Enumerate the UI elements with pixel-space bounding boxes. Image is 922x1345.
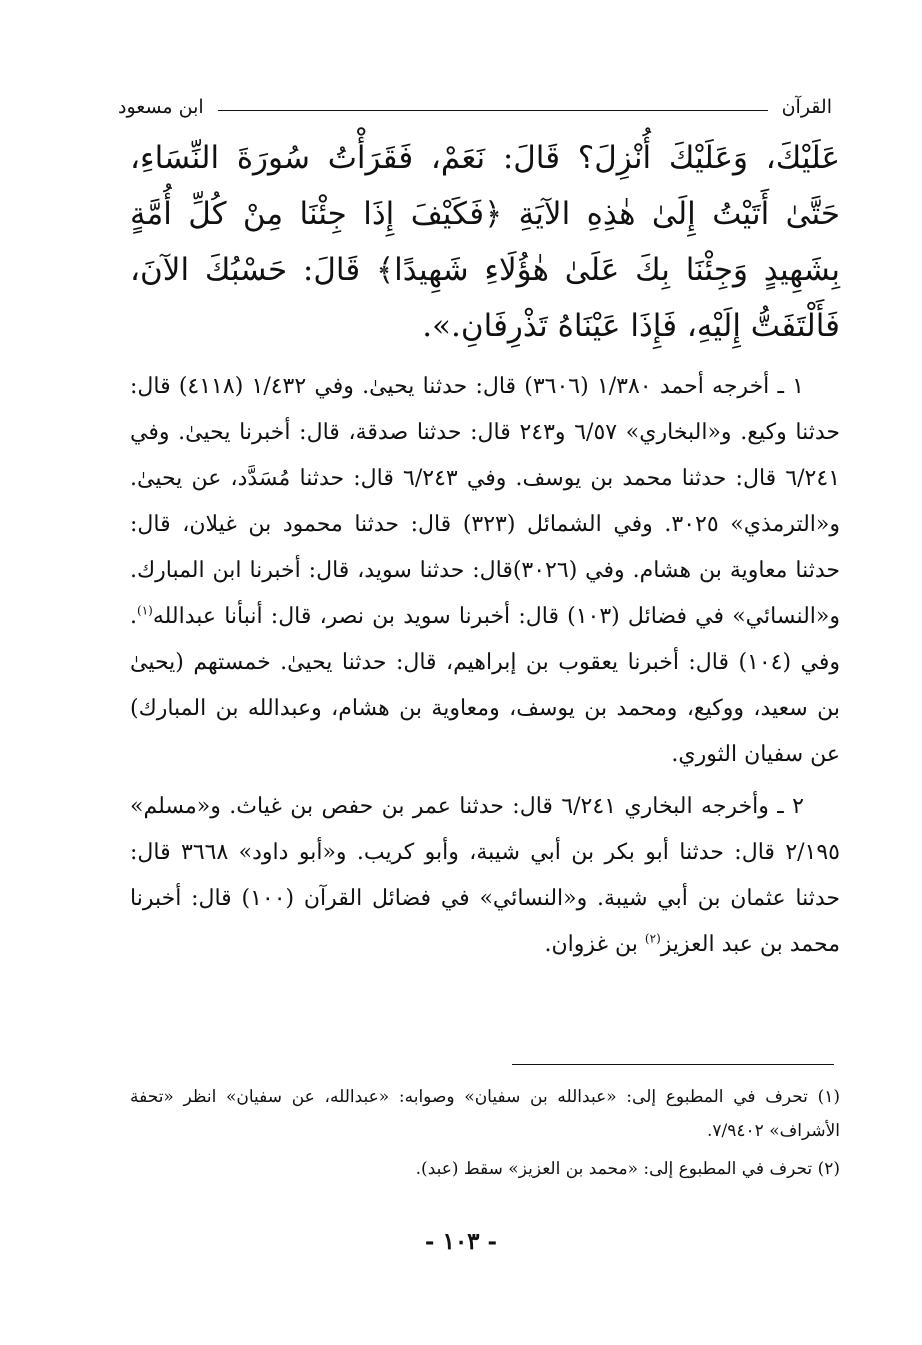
footnote-1: (١) تحرف في المطبوع إلى: «عبدالله بن سفيان» وصوابه: «عبدالله، عن سفيان» انظر «تحفة الأشراف» ٧/٩٤٠٢. [130,1087,840,1141]
running-header [118,92,832,122]
takhrij-notes [130,364,840,974]
note-paragraph-2 [130,784,840,968]
header-title-right: القرآن [781,96,832,118]
header-title-left: ابن مسعود [118,96,204,118]
page-number: - ١٠٣ - [424,1228,498,1255]
footnote-ref-1[interactable]: (١) [137,603,153,618]
note-2-text-a: ٢ ـ وأخرجه البخاري ٦/٢٤١ قال: حدثنا عمر بن حفص بن غياث. و«مسلم» ٢/١٩٥ قال: حدثنا أبو بكر بن أبي شيبة، وأبو كريب. و«أبو داود» ٣٦٦٨ قال: حدثنا عثمان بن أبي شيبة. و«النسائي» في فضائل القرآن (١٠٠) قال: أخبرنا محمد بن عبد العزيز [130,794,840,957]
note-1-text-b: . وفي (١٠٤) قال: أخبرنا يعقوب بن إبراهيم، قال: حدثنا يحيىٰ. خمستهم (يحيىٰ بن سعيد، ووكيع، ومحمد بن يوسف، ومعاوية بن هشام، وعبدالله بن المبارك) عن سفيان الثوري. [130,604,840,767]
hadith-paragraph: عَلَيْكَ، وَعَلَيْكَ أُنْزِلَ؟ قَالَ: نَعَمْ، فَقَرَأْتُ سُورَةَ النِّسَاءِ، حَتَّىٰ أَتَيْتُ إِلَىٰ هٰذِهِ الآيَةِ ﴿فَكَيْفَ إِذَا جِئْنَا مِنْ كُلِّ أُمَّةٍ بِشَهِيدٍ وَجِئْنَا بِكَ عَلَىٰ هٰؤُلَاءِ شَهِيدًا﴾ قَالَ: حَسْبُكَ الآنَ، فَأَلْتَفَتُّ إِلَيْهِ، فَإِذَا عَيْنَاهُ تَذْرِفَانِ.». [130,140,840,344]
hadith-text [130,130,840,354]
note-paragraph-1 [130,364,840,778]
header-rule [218,110,768,111]
note-1-text-a: ١ ـ أخرجه أحمد ١/٣٨٠ (٣٦٠٦) قال: حدثنا يحيىٰ. وفي ١/٤٣٢ (٤١١٨) قال: حدثنا وكيع. و«البخاري» ٦/٥٧ و٢٤٣ قال: حدثنا صدقة، قال: أخبرنا يحيىٰ. وفي ٦/٢٤١ قال: حدثنا محمد بن يوسف. وفي ٦/٢٤٣ قال: حدثنا مُسَدَّد، عن يحيىٰ. و«الترمذي» ٣٠٢٥. وفي الشمائل (٣٢٣) قال: حدثنا محمود بن غيلان، قال: حدثنا معاوية بن هشام. وفي (٣٠٢٦)قال: حدثنا سويد، قال: أخبرنا ابن المبارك. و«النسائي» في فضائل (١٠٣) قال: أخبرنا سويد بن نصر، قال: أنبأنا عبدالله [130,374,841,629]
note-2-text-b: بن غزوان. [544,932,645,957]
footnote-2: (٢) تحرف في المطبوع إلى: «محمد بن العزيز» سقط (عبد). [415,1159,840,1179]
footnote-separator [512,1064,834,1065]
footnote-ref-2[interactable]: (٢) [644,931,661,946]
footnotes [130,1080,840,1190]
